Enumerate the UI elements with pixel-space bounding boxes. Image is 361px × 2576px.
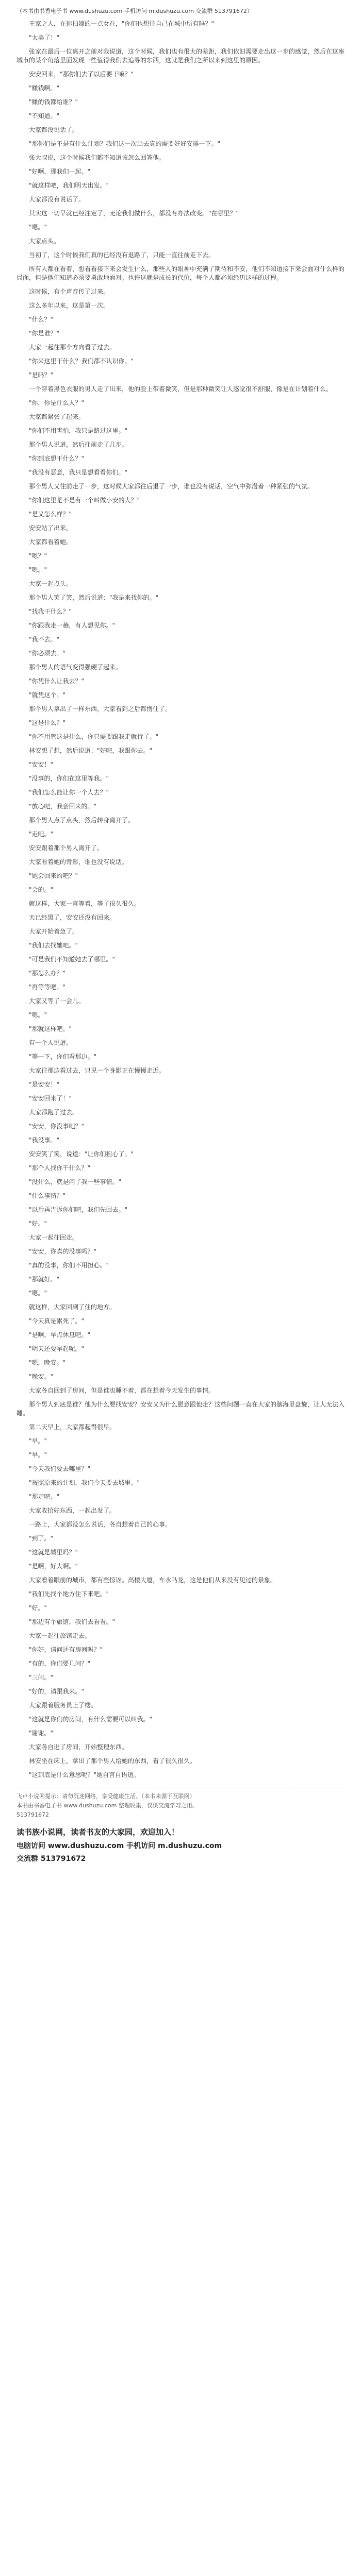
paragraph: "有的，你们要几间？" [29,1660,91,1667]
paragraph: "今天真是累死了。" [29,1317,85,1325]
paragraph: 大家都没说话了。 [29,126,79,133]
paragraph: 一路上，大家都没怎么说话，各自想着自己的心事。 [29,1521,172,1528]
paragraph: "早。" [29,1451,47,1459]
paragraph: 那个男人点了点头，然后转身离开了。 [29,817,135,824]
paragraph: 大家点头。 [29,238,60,245]
paragraph: "那个人找你干什么？" [29,1164,91,1172]
footer-notice: 飞卢小说网提示：请勿沉迷网络，享受健康生活。（本书来源于互联网） [17,1793,195,1800]
paragraph: 所有人都在看着，想看看接下来会发生什么，那些人的眼神中充满了期待和不安，他们不知道接下来会面对什么样的局面，但是他们知道必须要勇敢地面对。也许这就是成长的代价，每个人都必须经历这样的过程。 [17,265,345,281]
paragraph: 大家看着她的背影，谁也没有说话。 [29,858,128,866]
paragraph: "你们不用害怕，我只是路过这里。" [29,427,128,434]
paragraph: "我们去找她吧。" [29,942,78,949]
paragraph: 林安坐在床上，拿出了那个男人给她的东西，看了很久很久。 [29,1757,196,1765]
paragraph: "嗯，晚安。" [29,1359,66,1366]
paragraph: "什么？" [29,316,54,323]
paragraph: "你是谁？" [29,330,60,337]
paragraph: "是啊，好大啊。" [29,1563,78,1570]
paragraph: "你来这里干什么？我们都不认识你。" [29,358,134,365]
paragraph: 那个男人笑了笑，然后说道："我是来找你的。" [29,594,159,601]
paragraph: 大家收拾好东西，一起出发了。 [29,1507,116,1514]
paragraph: "走吧。" [29,831,54,838]
paragraph: 安安跟着那个男人离开了。 [29,844,104,852]
paragraph: "等一下，你们看那边。" [29,1053,97,1060]
paragraph: "真的没事，你们不用担心。" [29,1262,109,1269]
paragraph: "赚的钱都给谁？" [29,98,78,106]
paragraph: "嗯。" [29,566,47,573]
paragraph: "安安，你真的没事吗？" [29,1248,97,1255]
paragraph: 王家之人，在你拍嫁的一点女在，"你们也想住自己在城中所有吗？" [29,20,215,27]
paragraph: "到了。" [29,1535,54,1542]
paragraph: "不知道。" [29,112,60,120]
paragraph: 大家又等了一会儿。 [29,997,85,1005]
paragraph: 那个男人的语气变得强硬了起来。 [29,664,122,671]
paragraph: 一个穿着黑色衣服的男人走了出来，他的脸上带着微笑，但是那种微笑让人感觉很不舒服，像是在计划着什么。 [29,385,333,393]
paragraph: "安安！" [29,761,54,768]
paragraph: "你凭什么让我去？" [29,677,85,685]
paragraph: "没事的，你们在这里等我。" [29,775,109,782]
paragraph: "我们怎么能让你一个人去？" [29,789,109,796]
paragraph: 这么多年以来，这是第一次。 [29,302,110,309]
paragraph: "好。" [29,1220,47,1227]
paragraph: "就这样吧，我们明天出发。" [29,182,109,189]
paragraph: 大家都跑了过去。 [29,1109,79,1116]
paragraph: "好。" [29,1604,47,1612]
paragraph: 大家都看着她。 [29,538,73,546]
paragraph: "早。" [29,1437,47,1445]
paragraph: "就凭这个。" [29,691,66,699]
paragraph: "是啊，早点休息吧。" [29,1331,91,1338]
paragraph: 大家都紧张了起来。 [29,413,85,420]
paragraph: 其实这一切早就已经注定了，无论我们做什么，都没有办法改变。"在哪里？" [29,210,239,217]
paragraph: "再等等吧。" [29,984,66,991]
paragraph: 大家往那边看过去，只见一个身影正在慢慢走近。 [29,1067,166,1074]
paragraph: "那就这样吧。" [29,1025,72,1032]
paragraph: "嗯？" [29,552,47,560]
paragraph: "会的。" [29,886,54,893]
paragraph: "安安回来了！" [29,1095,72,1102]
paragraph: "是吗？" [29,371,54,379]
paragraph: "没什么，就是问了我一些事情。" [29,1178,122,1185]
paragraph: "那怎么办？" [29,970,66,977]
paragraph: "你必须去。" [29,650,66,657]
paragraph: 那个男人又往前走了一步，这时候大家都往后退了一步，谁也没有说话，空气中弥漫着一种紧张的气氛。 [29,483,314,490]
paragraph: "这就是你们的房间，有什么需要可以叫我。" [29,1716,153,1723]
header-line: （本书由书香电子书 www.dushuzu.com 手机访问 m.dushuzu.com 交流群 513791672） [17,8,253,14]
paragraph: 天已经黑了，安安还没有回来。 [29,914,116,921]
paragraph: "是又怎么样？" [29,511,72,518]
paragraph: "好啊，那我们一起。" [29,168,91,175]
paragraph: 大家各自回到了房间，但是谁也睡不着，都在想着今天发生的事情。 [29,1387,215,1394]
paragraph: "嗯。" [29,1011,47,1019]
paragraph: 就这样，大家一直等着，等了很久很久。 [29,900,141,907]
paragraph: "你到底想干什么？" [29,455,85,462]
paragraph: 那个男人拿出了一样东西，大家看到之后都愣住了。 [29,705,172,713]
ad-access: 电脑访问 www.dushuzu.com 手机访问 m.dushuzu.com [17,1842,222,1850]
paragraph: "你不用管这是什么，你只需要跟我走就行了。" [29,733,159,740]
paragraph: 安安回来，"那你们去了以后要干嘛？" [29,71,134,78]
paragraph: "你好，请问还有房间吗？" [29,1646,103,1653]
paragraph: "赚钱啊。" [29,84,60,92]
paragraph: "明天还要早起呢。" [29,1345,85,1352]
paragraph: 大家跟着服务员上了楼。 [29,1702,97,1709]
paragraph: "谢谢。" [29,1730,54,1737]
paragraph: 当初了，这个时候我们真的已经没有退路了，只能一直往前走下去。 [29,251,215,259]
paragraph: 大家看着眼前的城市，都有些惊讶。高楼大厦，车水马龙，这是他们从来没有见过的景象。 [29,1577,277,1584]
paragraph: "放心吧，我会回来的。" [29,803,97,810]
chapter-body [17,20,344,1780]
paragraph: "她会回来的吧？" [29,872,78,879]
paragraph: "我没事。" [29,1137,60,1144]
paragraph: "可是我们不知道她去了哪里。" [29,956,116,963]
footer-source: 本书由书香电子书 www.dushuzu.com 整理收集，仅供交流学习之用。 [17,1802,198,1809]
paragraph: "你，你是什么人？" [29,399,85,406]
paragraph: "我没有恶意，我只是想看看你们。" [29,469,128,476]
paragraph: "你跟我走一趟，有人想见你。" [29,622,116,629]
paragraph: "今天我们要去哪里？" [29,1465,91,1472]
paragraph: 大家一起点头。 [29,580,73,587]
paragraph: "嗯。" [29,224,47,231]
paragraph: "嗯。" [29,1290,47,1297]
paragraph: "以后再告诉你们吧，我们先回去。" [29,1206,128,1213]
paragraph: 大家都没有说话了。 [29,196,85,203]
paragraph: "我们先找个地方住下来吧。" [29,1590,109,1598]
paragraph: 安安笑了笑，说道："让你们担心了。" [29,1150,134,1158]
paragraph: 有一个人说道。 [29,1039,73,1046]
paragraph: "好的，请跟我来。" [29,1688,85,1695]
paragraph: "那走吧。" [29,1493,60,1500]
paragraph: "按照原来的计划，我们今天要去城里。" [29,1479,140,1486]
paragraph: "那就好。" [29,1276,60,1283]
footer-group: 513791672 [17,1811,49,1818]
paragraph: "是安安！" [29,1081,60,1088]
paragraph: 大家一起往旅馆走去。 [29,1632,91,1639]
paragraph: 大家开始着急了。 [29,928,79,935]
paragraph: 林安想了想，然后说道："好吧，我跟你去。" [29,747,153,754]
paragraph: 就这样，大家回到了住的地方。 [29,1303,116,1311]
paragraph: 大家一起往回走。 [29,1234,79,1241]
ad-block [17,1826,344,1863]
ad-title: 读书族小说网，读者书友的大家园，欢迎加入！ [17,1827,179,1837]
paragraph: "你们这里是不是有一个叫做小安的人？" [29,497,140,504]
paragraph: 第二天早上，大家都起得很早。 [29,1423,116,1431]
paragraph: 那个男人说道，然后往前走了几步。 [29,441,128,448]
paragraph: "晚安。" [29,1373,54,1380]
paragraph: "太美了！" [29,34,60,41]
paragraph: "这是什么？" [29,719,66,726]
paragraph: "我不去。" [29,636,60,643]
paragraph: "那你们是不是有什么计划？我们这一次出去真的需要好好安排一下。" [29,140,221,147]
paragraph: 张家在最后一位离开之前对我说道，这个时候，我们也有很大的差距，我们依旧需要走出这一步的感觉，然后在这座城市的某个角落里面发现一些值得我们去追寻的东西，这就是我们之所以来到这里的原因。 [17,48,345,64]
paragraph: "安安，你没事吧？" [29,1123,85,1130]
paragraph: "什么事情？" [29,1192,66,1199]
paragraph: 安安站了出来。 [29,524,73,532]
ad-group: 交流群 513791672 [17,1855,86,1863]
paragraph: "这到底是什么意思呢？"她自言自语道。 [29,1771,140,1778]
paragraph: 大家各自进了房间，开始整理东西。 [29,1743,128,1751]
paragraph: 大家一起往那个方向看了过去。 [29,344,116,351]
paragraph: "这就是城里吗？" [29,1549,78,1556]
paragraph: 这时候，有个声音传了过来。 [29,288,110,295]
paragraph: "找我干什么？" [29,608,72,615]
paragraph: "三间。" [29,1674,54,1681]
paragraph: 张大叔说，这个时候我们都不知道该怎么回答他。 [29,154,166,161]
paragraph: "那边有个旅馆，我们去看看。" [29,1618,116,1625]
paragraph: 那个男人到底是谁？他为什么要找安安？安安又为什么愿意跟他走？这些问题一直在大家的脑海里盘旋，让人无法入睡。 [17,1401,345,1417]
